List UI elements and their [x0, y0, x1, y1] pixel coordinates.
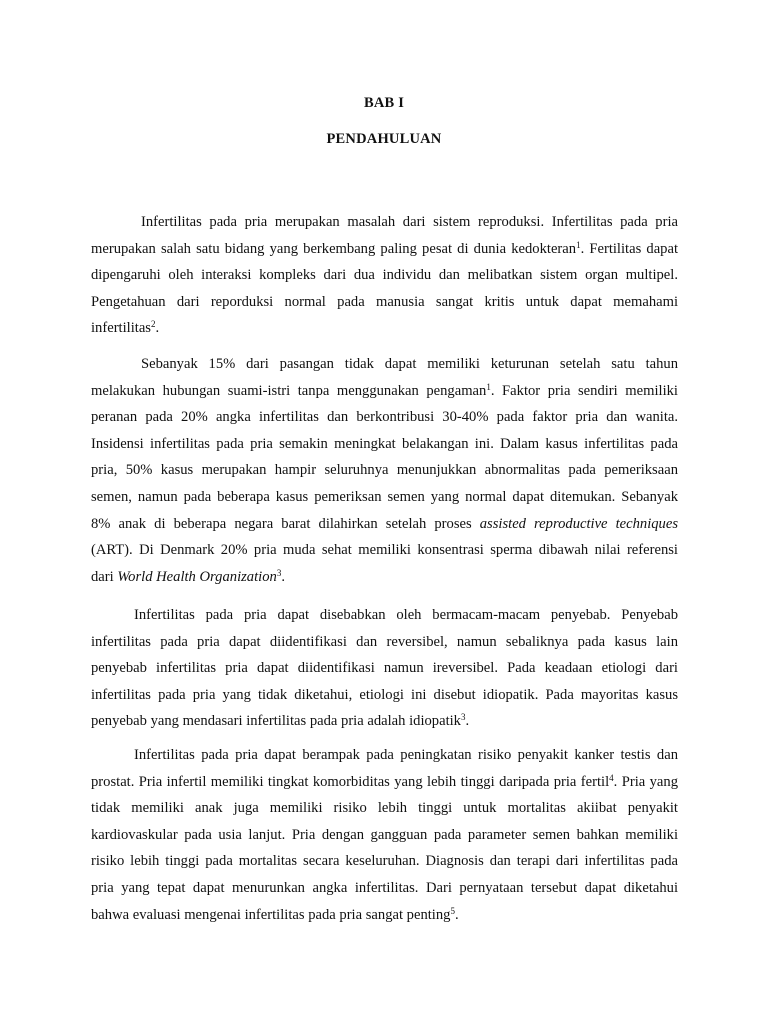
- paragraph-line: pria yang tepat dapat menurunkan angka infertilitas. Dari pernyataan tersebut dapat diketahui: [91, 880, 678, 896]
- footnote-marker: 5: [450, 905, 455, 916]
- paragraph-line: 8% anak di beberapa negara barat dilahirkan setelah proses assisted reproductive techniques: [91, 515, 679, 532]
- italic-term: World Health Organization: [117, 568, 277, 585]
- chapter-number: BAB I: [363, 95, 405, 111]
- paragraph-line: semen, namun pada beberapa kasus pemeriksan semen yang normal dapat ditemukan. Sebanyak: [91, 489, 678, 505]
- footnote-marker: 3: [276, 567, 282, 578]
- paragraph-line: pria, 50% kasus merupakan hampir seluruhnya menunjukkan abnormalitas pada pemeriksaan: [91, 462, 678, 479]
- italic-term: assisted reproductive techniques: [479, 515, 679, 532]
- paragraph-line: merupakan salah satu bidang yang berkembang paling pesat di dunia kedokteran$^1$. Fertilitas dapat: [91, 239, 679, 257]
- paragraph-line: penyebab yang mendasari infertilitas pada pria adalah idiopatik$^3$.: [91, 712, 470, 730]
- paragraph-line: infertilitas pada pria dapat diidentifikasi dan reversibel, namun sebaliknya pada kasus lain: [91, 633, 678, 650]
- footnote-marker: 2: [150, 319, 156, 330]
- paragraph-line: Insidensi infertilitas pada pria semakin meningkat belakangan ini. Dalam kasus infertilitas pada: [91, 435, 678, 452]
- footnote-marker: 1: [576, 239, 581, 250]
- paragraph-line: dipengaruhi oleh interaksi kompleks dari dua individu dan melibatkan sistem organ multipel.: [91, 267, 678, 284]
- footnote-marker: 3: [460, 712, 466, 723]
- paragraph-line: melakukan hubungan suami-istri tanpa menggunakan pengaman$^1$. Faktor pria sendiri memiliki: [91, 381, 678, 399]
- paragraph-line: bahwa evaluasi mengenai infertilitas pada pria sangat penting$^5$.: [91, 905, 459, 923]
- paragraph-line: infertilitas$^2$.: [91, 319, 160, 337]
- paragraph-line: Pengetahuan dari reporduksi normal pada manusia sangat kritis untuk dapat memahami: [91, 293, 678, 310]
- footnote-marker: 4: [609, 772, 614, 783]
- paragraph-line: risiko lebih tinggi pada mortalitas secara keseluruhan. Diagnosis dan terapi dari infertilitas pada: [91, 853, 678, 870]
- paragraph-line: infertilitas pada pria yang tidak diketahui, etiologi ini disebut idiopatik. Pada mayoritas kasus: [91, 686, 678, 703]
- paragraph-line: Sebanyak 15% dari pasangan tidak dapat memiliki keturunan setelah satu tahun: [141, 356, 678, 372]
- footnote-marker: 1: [486, 381, 491, 392]
- paragraph-line: penyebab infertilitas pria dapat diidentifikasi namun ireversibel. Pada keadaan etiologi dari: [91, 660, 678, 677]
- paragraph-line: prostat. Pria infertil memiliki tingkat komorbiditas yang lebih tinggi daripada pria fertil$^4$. Pria yang: [91, 772, 679, 790]
- paragraph-line: (ART). Di Denmark 20% pria muda sehat memiliki konsentrasi sperma dibawah nilai referensi: [91, 542, 678, 559]
- paragraph-line: peranan pada 20% angka infertilitas dan berkontribusi 30-40% pada faktor pria dan wanita.: [91, 409, 678, 426]
- paragraph-line: Infertilitas pada pria dapat disebabkan oleh bermacam-macam penyebab. Penyebab: [134, 607, 678, 623]
- paragraph-line: kardiovaskular pada usia lanjut. Pria dengan gangguan pada parameter semen bahkan memiliki: [91, 826, 678, 843]
- paragraph-line: dari World Health Organization$^3$.: [91, 567, 285, 585]
- chapter-title: PENDAHULUAN: [326, 131, 442, 147]
- paragraph-line: Infertilitas pada pria dapat berampak pada peningkatan risiko penyakit kanker testis dan: [134, 747, 678, 763]
- paragraph-line: tidak memiliki anak juga memiliki risiko lebih tinggi untuk mortalitas akiibat penyakit: [91, 800, 678, 817]
- paragraph-line: Infertilitas pada pria merupakan masalah dari sistem reproduksi. Infertilitas pada pria: [141, 214, 678, 230]
